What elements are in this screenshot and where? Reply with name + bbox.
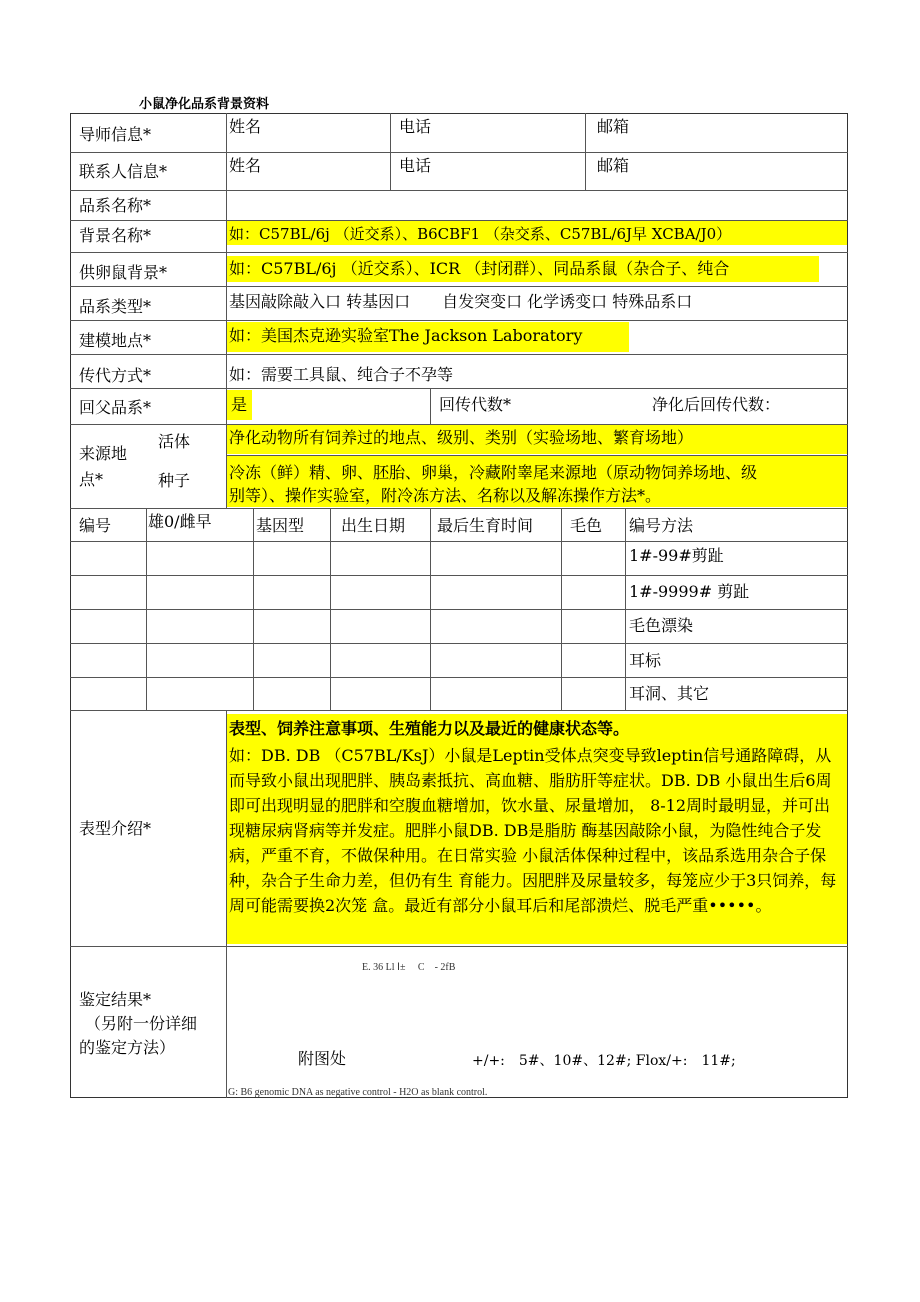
col-divider <box>330 508 331 710</box>
mentor-name[interactable]: 姓名 <box>229 117 262 136</box>
contact-phone[interactable]: 电话 <box>399 156 432 175</box>
col-divider <box>625 508 626 710</box>
row-divider <box>70 286 848 287</box>
col-divider <box>390 113 391 190</box>
row-divider <box>70 508 848 509</box>
gel-lane-label: E. 36 Ll Ⅰ± C - 2fB <box>362 962 456 973</box>
header-genotype: 基因型 <box>256 516 305 535</box>
strain-type-label: 品系类型* <box>79 297 152 316</box>
strain-name-label: 品系名称* <box>79 196 152 215</box>
row-divider <box>70 677 848 678</box>
page-title: 小鼠净化品系背景资料 <box>139 97 270 112</box>
backcross-gen-label: 回传代数* <box>439 395 512 414</box>
contact-name[interactable]: 姓名 <box>229 156 262 175</box>
donor-value[interactable]: 如：C57BL/6j （近交系）、ICR （封闭群）、同品系鼠（杂合子、纯合 <box>229 259 730 278</box>
row-divider <box>70 354 848 355</box>
col-divider <box>430 508 431 710</box>
mentor-email[interactable]: 邮箱 <box>597 117 630 136</box>
marking-method-option[interactable]: 毛色漂染 <box>629 616 694 635</box>
col-divider <box>561 508 562 710</box>
row-divider <box>70 320 848 321</box>
row-divider <box>70 609 848 610</box>
donor-label: 供卵鼠背景* <box>79 263 168 282</box>
row-divider <box>70 152 848 153</box>
background-value[interactable]: 如：C57BL/6j （近交系）、B6CBF1 （杂交系、C57BL/6J早 XCBA/J0） <box>229 225 732 243</box>
row-divider <box>70 190 848 191</box>
marking-method-option[interactable]: 1#-99#剪趾 <box>629 546 724 565</box>
header-birth-date: 出生日期 <box>341 516 406 535</box>
contact-email[interactable]: 邮箱 <box>597 156 630 175</box>
background-label: 背景名称* <box>79 226 152 245</box>
seed-value-line2[interactable]: 别等）、操作实验室，附冷冻方法、名称以及解冻操作方法*。 <box>229 486 662 505</box>
marking-method-option[interactable]: 1#-9999# 剪趾 <box>629 582 750 601</box>
col-divider <box>430 388 431 424</box>
row-divider <box>70 946 848 947</box>
live-label: 活体 <box>158 432 191 451</box>
marking-method-option[interactable]: 耳标 <box>629 651 662 670</box>
backcross-label: 回父品系* <box>79 398 152 417</box>
row-divider <box>70 643 848 644</box>
header-last-breeding: 最后生育时间 <box>437 516 534 535</box>
seed-label: 种子 <box>158 471 191 490</box>
identification-label: 鉴定结果* <box>79 990 152 1009</box>
after-purify-gen-label: 净化后回传代数： <box>652 395 781 414</box>
phenotype-text[interactable]: 如：DB. DB （C57BL/KsJ）小鼠是Leptin受体点突变导致leptin信号通路障碍，从而导致小鼠出现肥胖、胰岛素抵抗、高血糖、脂肪肝等症状。DB. DB 小鼠出生后6周即可出现明显的肥胖和空腹血糖增加，饮水量、尿量增加， 8-12周时最明显，并可出现糖尿病肾病等并发症。肥胖小鼠DB. DB是脂肪 酶基因敲除小鼠，为隐性纯合子发病，严重不育，不做保种用。在日常实验 小鼠活体保种过程中，该品系选用杂合子保种，杂合子生命力差，但仍有生 育能力。因肥胖及尿量较多，每笼应少于3只饲养，每周可能需要换2次笼 盒。最近有部分小鼠耳后和尾部溃烂、脱毛严重•••••。 <box>229 746 837 915</box>
seed-value-line1[interactable]: 冷冻（鲜）精、卵、胚胎、卵巢，冷藏附睾尾来源地（原动物饲养场地、级 <box>229 463 758 482</box>
source-label: 来源地 <box>79 444 128 463</box>
row-divider <box>70 252 848 253</box>
breeding-value[interactable]: 如：需要工具鼠、纯合子不孕等 <box>229 365 454 384</box>
col-divider <box>146 508 147 710</box>
control-note: G: B6 genomic DNA as negative control - H2O as blank control. <box>228 1087 488 1098</box>
live-value[interactable]: 净化动物所有饲养过的地点、级别、类别（实验场地、繁育场地） <box>229 428 694 447</box>
modeling-label: 建模地点* <box>79 331 152 350</box>
row-divider <box>70 710 848 711</box>
identification-label-3: 的鉴定方法） <box>79 1038 176 1057</box>
header-id: 编号 <box>79 516 112 535</box>
attach-image-placeholder[interactable]: 附图处 <box>298 1049 347 1068</box>
marking-method-option[interactable]: 耳洞、其它 <box>629 684 710 703</box>
breeding-label: 传代方式* <box>79 366 152 385</box>
col-divider <box>585 113 586 190</box>
genotype-results: +/+: 5#、10#、12#; Flox/+: 11#; <box>472 1053 736 1069</box>
row-divider <box>70 575 848 576</box>
row-divider <box>70 541 848 542</box>
header-coat-color: 毛色 <box>570 516 603 535</box>
row-divider <box>70 388 848 389</box>
backcross-value[interactable]: 是 <box>231 395 248 414</box>
header-sex: 雄0/雌早 <box>148 512 212 531</box>
modeling-value[interactable]: 如：美国杰克逊实验室The Jackson Laboratory <box>229 326 583 345</box>
contact-label: 联系人信息* <box>79 162 168 181</box>
identification-label-2: （另附一份详细 <box>85 1014 198 1033</box>
phenotype-label: 表型介绍* <box>79 819 152 838</box>
header-marking-method: 编号方法 <box>629 516 694 535</box>
source-label-2: 点* <box>79 470 104 489</box>
strain-type-options[interactable]: 基因敲除敲入口 转基因口 自发突变口 化学诱变口 特殊品系口 <box>229 292 693 311</box>
col-divider <box>253 508 254 710</box>
strain-name-field[interactable] <box>229 193 839 217</box>
mentor-phone[interactable]: 电话 <box>399 117 432 136</box>
phenotype-heading: 表型、饲养注意事项、生殖能力以及最近的健康状态等。 <box>229 719 630 738</box>
mentor-label: 导师信息* <box>79 125 152 144</box>
